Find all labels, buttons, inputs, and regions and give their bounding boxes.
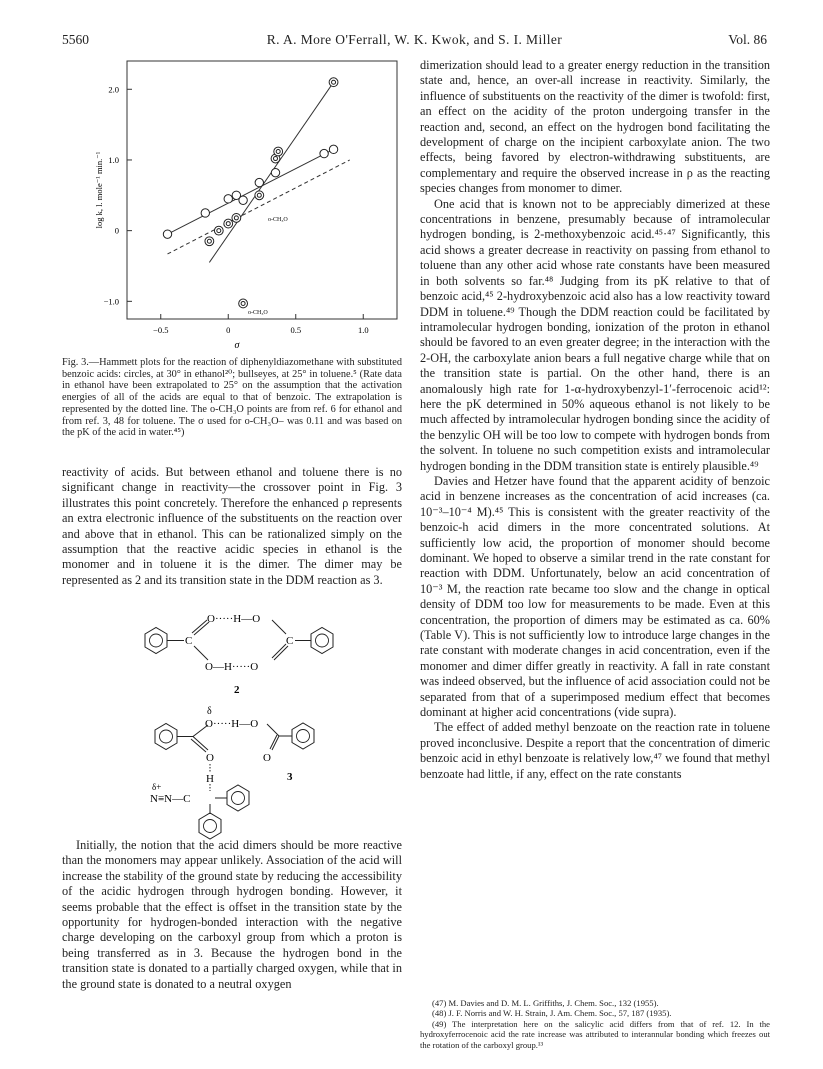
data-point-bullseye [329,78,338,87]
benzene-ring-diazo-right [227,785,249,811]
data-point-circle [329,145,337,153]
carbon-left: C [185,635,193,647]
diazo-carbon: N≡N—C [150,793,191,805]
delta-plus: δ+ [152,782,162,792]
x-tick-label: 0.5 [290,325,302,335]
structure-3-label: 3 [287,771,293,783]
y-tick-label: 0 [114,225,119,236]
data-point-bullseye [239,299,248,308]
data-point-bullseye [232,214,241,223]
paragraph: The effect of added methyl benzoate on the reaction rate in toluene proved inconclusive. Despite a report that the concentration of dimeric benzoic acid in ethyl benzoate is relatively low,⁴⁷ we found that methyl benzoate had little, if any, effect on the rate constants [420,720,770,781]
structure-3 [150,706,314,839]
benzene-ring-left-ts [155,724,177,750]
page-number: 5560 [62,32,89,47]
footnote: (49) The interpretation here on the salicylic acid differs from that of ref. 12. In the hydroxyferrocenoic acid the rate increase was attributed to interannular bonding which freezes out the rotation of the carboxyl group.¹³ [420,1018,770,1050]
data-point-circle [224,195,232,203]
data-point-circle [320,149,328,157]
hbond-top: O·····H—O [207,613,261,625]
paragraph: reactivity of acids. But between ethanol and toluene there is no significant change in reactivity—the crossover point in Fig. 3 illustrates this point concretely. Therefore the enhanced ρ represents an extra electronic influence of the substituents on the reaction over and above that in ethanol. This can be rationalized simply on the assumption that the reactive acidic species in ethanol is the monomer and in toluene it is the dimer. The dimer may be represented as 2 and its transition state in the DDM reaction as 3. [62,465,402,587]
footnote: (47) M. Davies and D. M. L. Griffiths, J. Chem. Soc., 132 (1955). [432,998,659,1008]
data-point-bullseye [274,147,283,156]
volume-label: Vol. 86 [728,32,767,47]
page-header [62,32,767,54]
right-column [420,58,770,782]
oxygen-ts-right: O [263,752,271,764]
structure-2 [145,613,333,696]
footnote: (48) J. F. Norris and W. H. Strain, J. Am. Chem. Soc., 57, 187 (1935). [432,1008,672,1019]
left-column-top [62,465,402,588]
paragraph: Initially, the notion that the acid dimers should be more reactive than the monomers may appear unlikely. Association of the acid will increase the stability of the ground state by reducing the accessibility of the acidic hydrogen through hydrogen bonding. However, it seems probable that the effect is offset in the transition state by the opportunity for hydrogen-bonded interaction with the negative charge developing on the carboxyl group from which a proton is being transferred as in 3. Because the hydrogen bond in the transition state is donated to a partially charged oxygen, while that in the ground state is donated to a neutral oxygen [62,838,402,991]
carbon-right: C [286,635,294,647]
transferring-hydrogen: H [206,773,214,785]
y-tick-label: 1.0 [108,154,119,165]
data-point-bullseye [214,226,223,235]
plot-frame [127,61,397,319]
hbond-bottom: O—H·····O [205,661,259,673]
delta-minus: δ [207,706,212,717]
data-point-bullseye [205,237,214,246]
point-label-ortho-toluene: o-CH₃O [248,310,268,316]
data-point-circle [255,178,263,186]
paragraph: Davies and Hetzer have found that the apparent acidity of benzoic acid in benzene increases as the concentration of acid increases (ca. 10⁻³–10⁻⁴ M).⁴⁵ This is consistent with the greater reactivity of the benzoic-h acid dimers in the more concentrated solutions. At sufficiently low acid, the proportion of monomer should become dominant. We hoped to observe a similar trend in the rate constant for reaction with DDM. Unfortunately, below an acid concentration of 10⁻³ M, the reaction rate became too slow and the change in optical density of DDM too low for measurements to be made. Even at this concentration, the proportion of dimers may be estimated as ca. 60% (Table V). This is not sufficiently low to introduce large changes in the rate constant with moderate changes in acid concentration, even if the monomer and dimer differ greatly in reactivity. A fall in rate constant was indeed observed, but the influence of acid association could not be separated from that of a superimposed medium effect that becomes dominant at higher acid concentrations (vide supra). [420,473,770,720]
hammett-plot [62,56,402,354]
data-point-circle [239,196,247,204]
x-tick-label: −0.5 [153,325,169,335]
extrapolation-line [168,160,350,254]
y-axis-label: log k, l. mole⁻¹ min.⁻¹ [94,151,104,229]
fit-line [168,149,334,234]
ts-hbond-top: O·····H—O [205,718,259,730]
benzene-ring-diazo-bottom [199,813,221,839]
data-point-bullseye [255,191,264,200]
y-tick-label: −1.0 [103,296,119,307]
structure-2-label: 2 [234,684,240,696]
y-tick-label: 2.0 [108,84,119,95]
point-label-ortho-ethanol: o-CH₃O [268,217,288,223]
footnotes [420,998,770,1050]
paragraph: One acid that is known not to be appreciably dimerized at these concentrations in benzene, presumably because of intramolecular hydrogen bonding, is 2-methoxybenzoic acid.⁴⁵·⁴⁷ Significantly, this acid shows a greater decrease in reactivity on passing from ethanol to toluene than any other acid whose rate constants have been measured in both solvents so far.⁴⁸ Judging from its pK relative to that of benzoic acid,⁴⁵ 2-hydroxybenzoic acid also has a low reactivity toward DDM in toluene.⁴⁹ Though the DDM reaction could be facilitated by intramolecular hydrogen bonding, ionization of the proton in ethanol should be favored to an even greater degree; in the interaction with the 2-OH, the carboxylate anion bears a full negative charge while that on the transition state is partial. On the other hand, there is an anomalously high rate for 1-α-hydroxybenzyl-1′-ferrocenoic acid¹²: here the pK determined in 50% aqueous ethanol is not likely to be much affected by intramolecular hydrogen bonding since the acidity of the benzylic OH will be too low to compete with hydrogen bonds from the solvent. In toluene no such competition exists and intramolecular hydrogen bonding in the DDM transition state is entirely plausible.⁴⁹ [420,196,770,473]
benzene-ring-left [145,628,167,654]
benzene-ring-right [311,628,333,654]
data-point-circle [201,209,209,217]
x-tick-label: 1.0 [357,325,369,335]
chemical-structures [62,600,402,840]
running-title: R. A. More O'Ferrall, W. K. Kwok, and S. I. Miller [266,32,563,47]
oxygen-ts-left: O [206,752,214,764]
data-point-bullseye [224,219,233,228]
x-axis-label: σ [234,340,240,351]
paragraph: dimerization should lead to a greater energy reduction in the transition state and, hence, an over-all increase in reactivity. Similarly, the influence of substituents on the reactivity of the dimer is twofold: first, an effect on the acidity of the proton undergoing transfer in the reaction and, second, an effect on the hydrogen bond facilitating the development of charge on the incipient carboxylate anion. The two effects, being favored by electron-withdrawing substituents, are complementary and require the observed increase in ρ as the reacting species changes from monomer to dimer. [420,58,770,196]
data-point-circle [271,168,279,176]
data-point-circle [163,230,171,238]
caption-text: Fig. 3.—Hammett plots for the reaction of diphenyldiazomethane with substituted benzoic acids: circles, at 30° in ethanol²⁰; bullseyes, at 25° in toluene.⁵ (Rate data in ethanol have been extrapolated to 25° on the assumption that the activation energies of all of the acids are equal to that of benzoic. The extrapolation is represented by the dotted line. The o-CH₃O points are from ref. 6 for ethanol and from ref. 3, 48 for toluene. The σ used for o-CH₃O– was 0.11 and was based on the pK of the acid in water.⁴⁵) [62,357,402,439]
left-column-bottom [62,838,402,992]
figure-caption [62,357,402,439]
x-tick-label: 0 [226,325,231,335]
benzene-ring-right-ts [292,723,314,749]
